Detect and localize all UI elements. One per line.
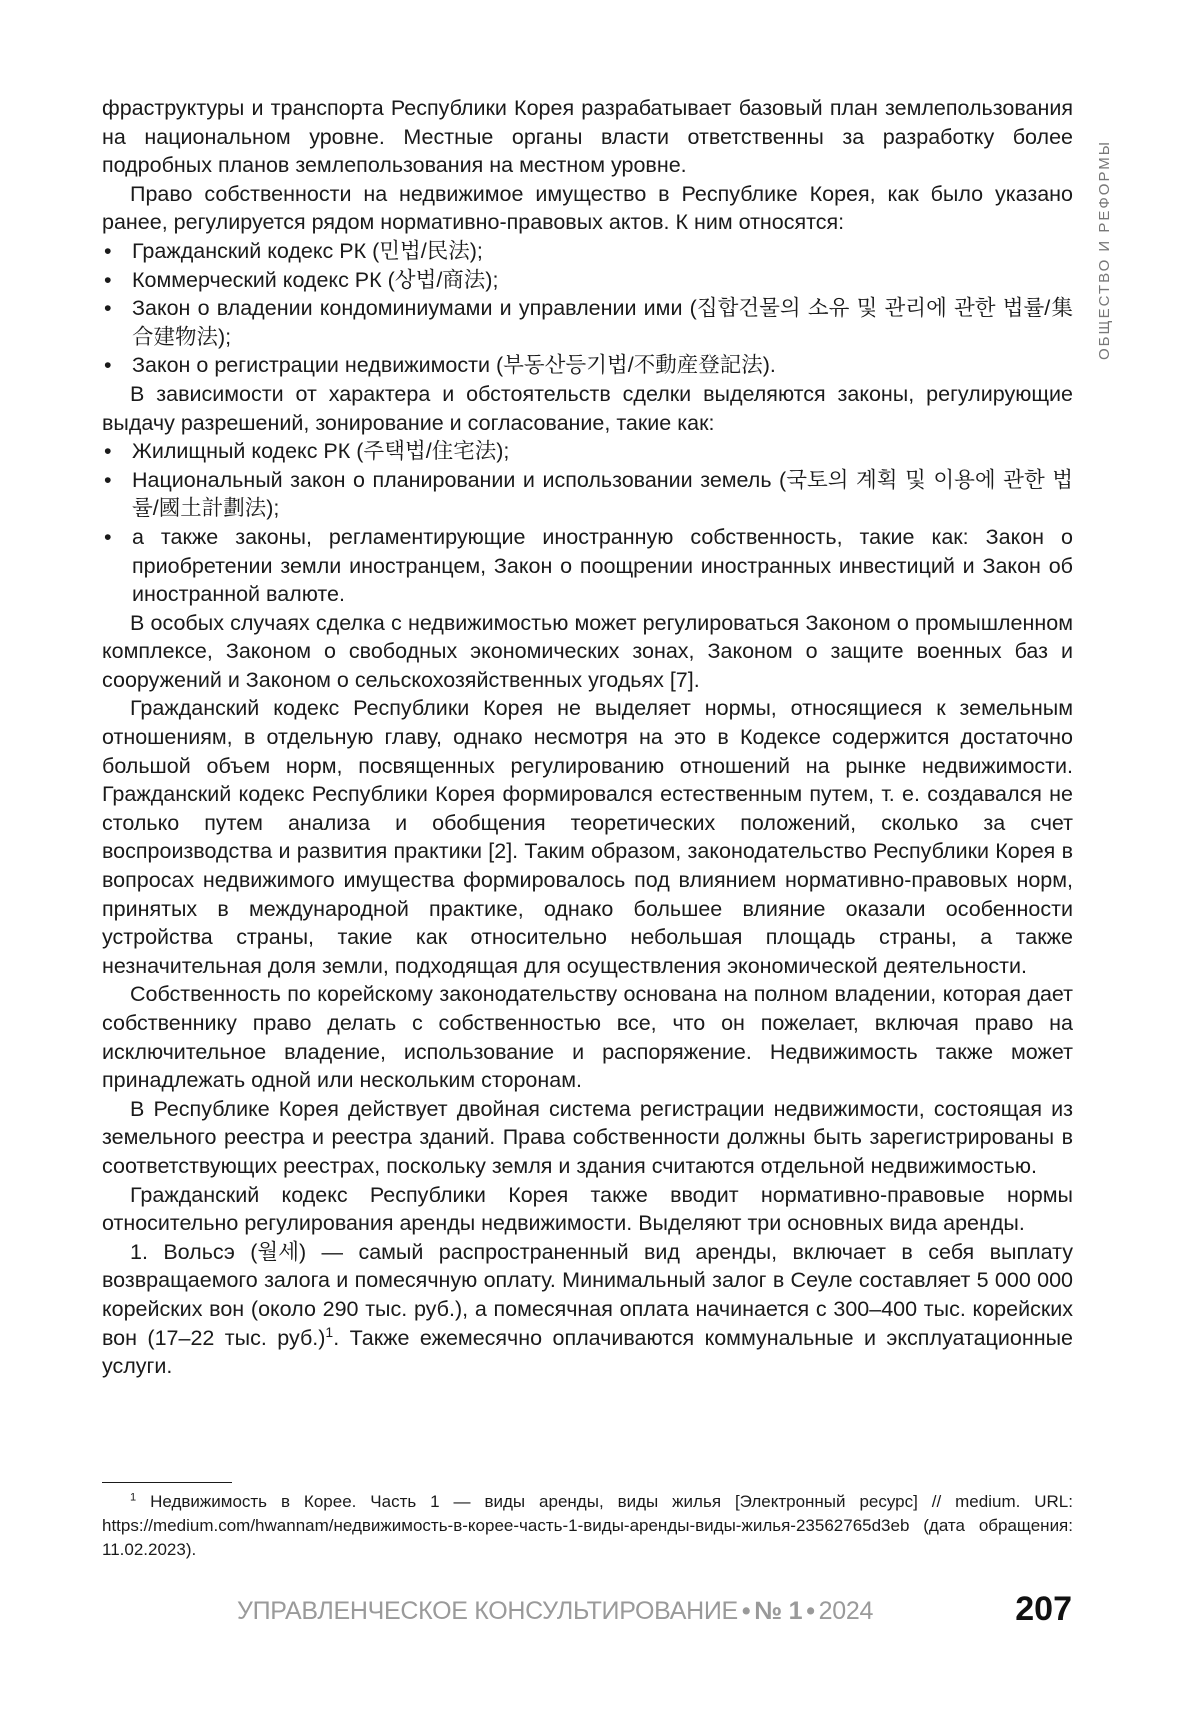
issue-number: № 1	[754, 1597, 802, 1625]
footnote-divider	[102, 1482, 232, 1483]
paragraph: Собственность по корейскому законодательству основана на полном владении, которая дает собственнику право делать с собственностью все, что он пожелает, включая право на исключительное владение, использование и распоряжение. Недвижимость также может принадлежать одной или нескольким сторонам.	[102, 980, 1073, 1094]
paragraph-text: . Также ежемесячно оплачиваются коммунальные и эксплуатационные услуги.	[102, 1326, 1073, 1379]
paragraph: В Республике Корея действует двойная система регистрации недвижимости, состоящая из земельного реестра и реестра зданий. Права собственности должны быть зарегистрированы в соответствующих реестрах, поскольку земля и здания считаются отдельной недвижимостью.	[102, 1095, 1073, 1181]
footnote-text	[102, 1490, 1073, 1562]
footnote-body[interactable]: Недвижимость в Корее. Часть 1 — виды аренды, виды жилья [Электронный ресурс] // medium. URL: https://medium.com/hwannam/недвижимость-в-корее-часть-1-виды-аренды-виды-жилья-23562765d3eb (дата обращения: 11.02.2023).	[102, 1492, 1073, 1559]
law-list	[102, 437, 1073, 609]
page-number: 207	[1015, 1590, 1072, 1629]
list-item: • а также законы, регламентирующие иностранную собственность, такие как: Закон о приобретении земли иностранцем, Закон о поощрении иностранных инвестиций и Закон об иностранной валюте.	[102, 523, 1073, 609]
article-body	[102, 94, 1073, 1381]
paragraph-text: 1. Вольсэ (월세) — самый распространенный вид аренды, включает в себя выплату возвращаемого залога и помесячную оплату. Минимальный залог в Сеуле составляет 5 000 000 корейских вон (около 290 тыс. руб.), а помесячная оплата начинается с 300–400 тыс. корейских вон (17–22 тыс. руб.)	[102, 1240, 1073, 1350]
paragraph	[102, 1238, 1073, 1381]
paragraph: В особых случаях сделка с недвижимостью может регулироваться Законом о промышленном комплексе, Законом о свободных экономических зонах, Законом о защите военных баз и сооружений и Законом о сельскохозяйственных угодьях [7].	[102, 609, 1073, 695]
list-item: • Закон о владении кондоминиумами и управлении ими (집합건물의 소유 및 관리에 관한 법률/集合建物法);	[102, 294, 1073, 351]
paragraph: Право собственности на недвижимое имущество в Республике Корея, как было указано ранее, регулируется рядом нормативно-правовых актов. К ним относятся:	[102, 180, 1073, 237]
separator-dot: •	[802, 1597, 818, 1625]
law-list	[102, 237, 1073, 380]
journal-title: УПРАВЛЕНЧЕСКОЕ КОНСУЛЬТИРОВАНИЕ	[237, 1597, 738, 1625]
paragraph: Гражданский кодекс Республики Корея не выделяет нормы, относящиеся к земельным отношениям, в отдельную главу, однако несмотря на это в Кодексе содержится достаточно большой объем норм, посвященных регулированию отношений на рынке недвижимости. Гражданский кодекс Республики Корея формировался естественным путем, т. е. создавался не столько путем анализа и обобщения теоретических положений, сколько за счет воспроизводства и развития практики [2]. Таким образом, законодательство Республики Корея в вопросах недвижимого имущества формировалось под влиянием нормативно-правовых норм, принятых в международной практике, однако большее влияние оказали особенности устройства страны, такие как относительно небольшая площадь страны, а также незначительная доля земли, подходящая для осуществления экономической деятельности.	[102, 694, 1073, 980]
paragraph: фраструктуры и транспорта Республики Корея разрабатывает базовый план землепользования на национальном уровне. Местные органы власти ответственны за разработку более подробных планов землепользования на местном уровне.	[102, 94, 1073, 180]
list-item: • Национальный закон о планировании и использовании земель (국토의 계획 및 이용에 관한 법률/國土計劃法);	[102, 466, 1073, 523]
section-rubric: ОБЩЕСТВО И РЕФОРМЫ	[1096, 100, 1126, 360]
separator-dot: •	[738, 1597, 754, 1625]
running-footer	[237, 1597, 873, 1626]
footnote-marker: 1	[130, 1491, 136, 1503]
paragraph: Гражданский кодекс Республики Корея также вводит нормативно-правовые нормы относительно регулирования аренды недвижимости. Выделяют три основных вида аренды.	[102, 1181, 1073, 1238]
list-item: • Гражданский кодекс РК (민법/民法);	[102, 237, 1073, 266]
footnote-reference[interactable]: 1	[325, 1323, 333, 1339]
list-item: • Коммерческий кодекс РК (상법/商法);	[102, 266, 1073, 295]
publication-year: 2024	[819, 1597, 873, 1625]
footnote	[102, 1490, 1073, 1562]
list-item: • Закон о регистрации недвижимости (부동산등기법/不動産登記法).	[102, 351, 1073, 380]
list-item: • Жилищный кодекс РК (주택법/住宅法);	[102, 437, 1073, 466]
paragraph: В зависимости от характера и обстоятельств сделки выделяются законы, регулирующие выдачу разрешений, зонирование и согласование, такие как:	[102, 380, 1073, 437]
